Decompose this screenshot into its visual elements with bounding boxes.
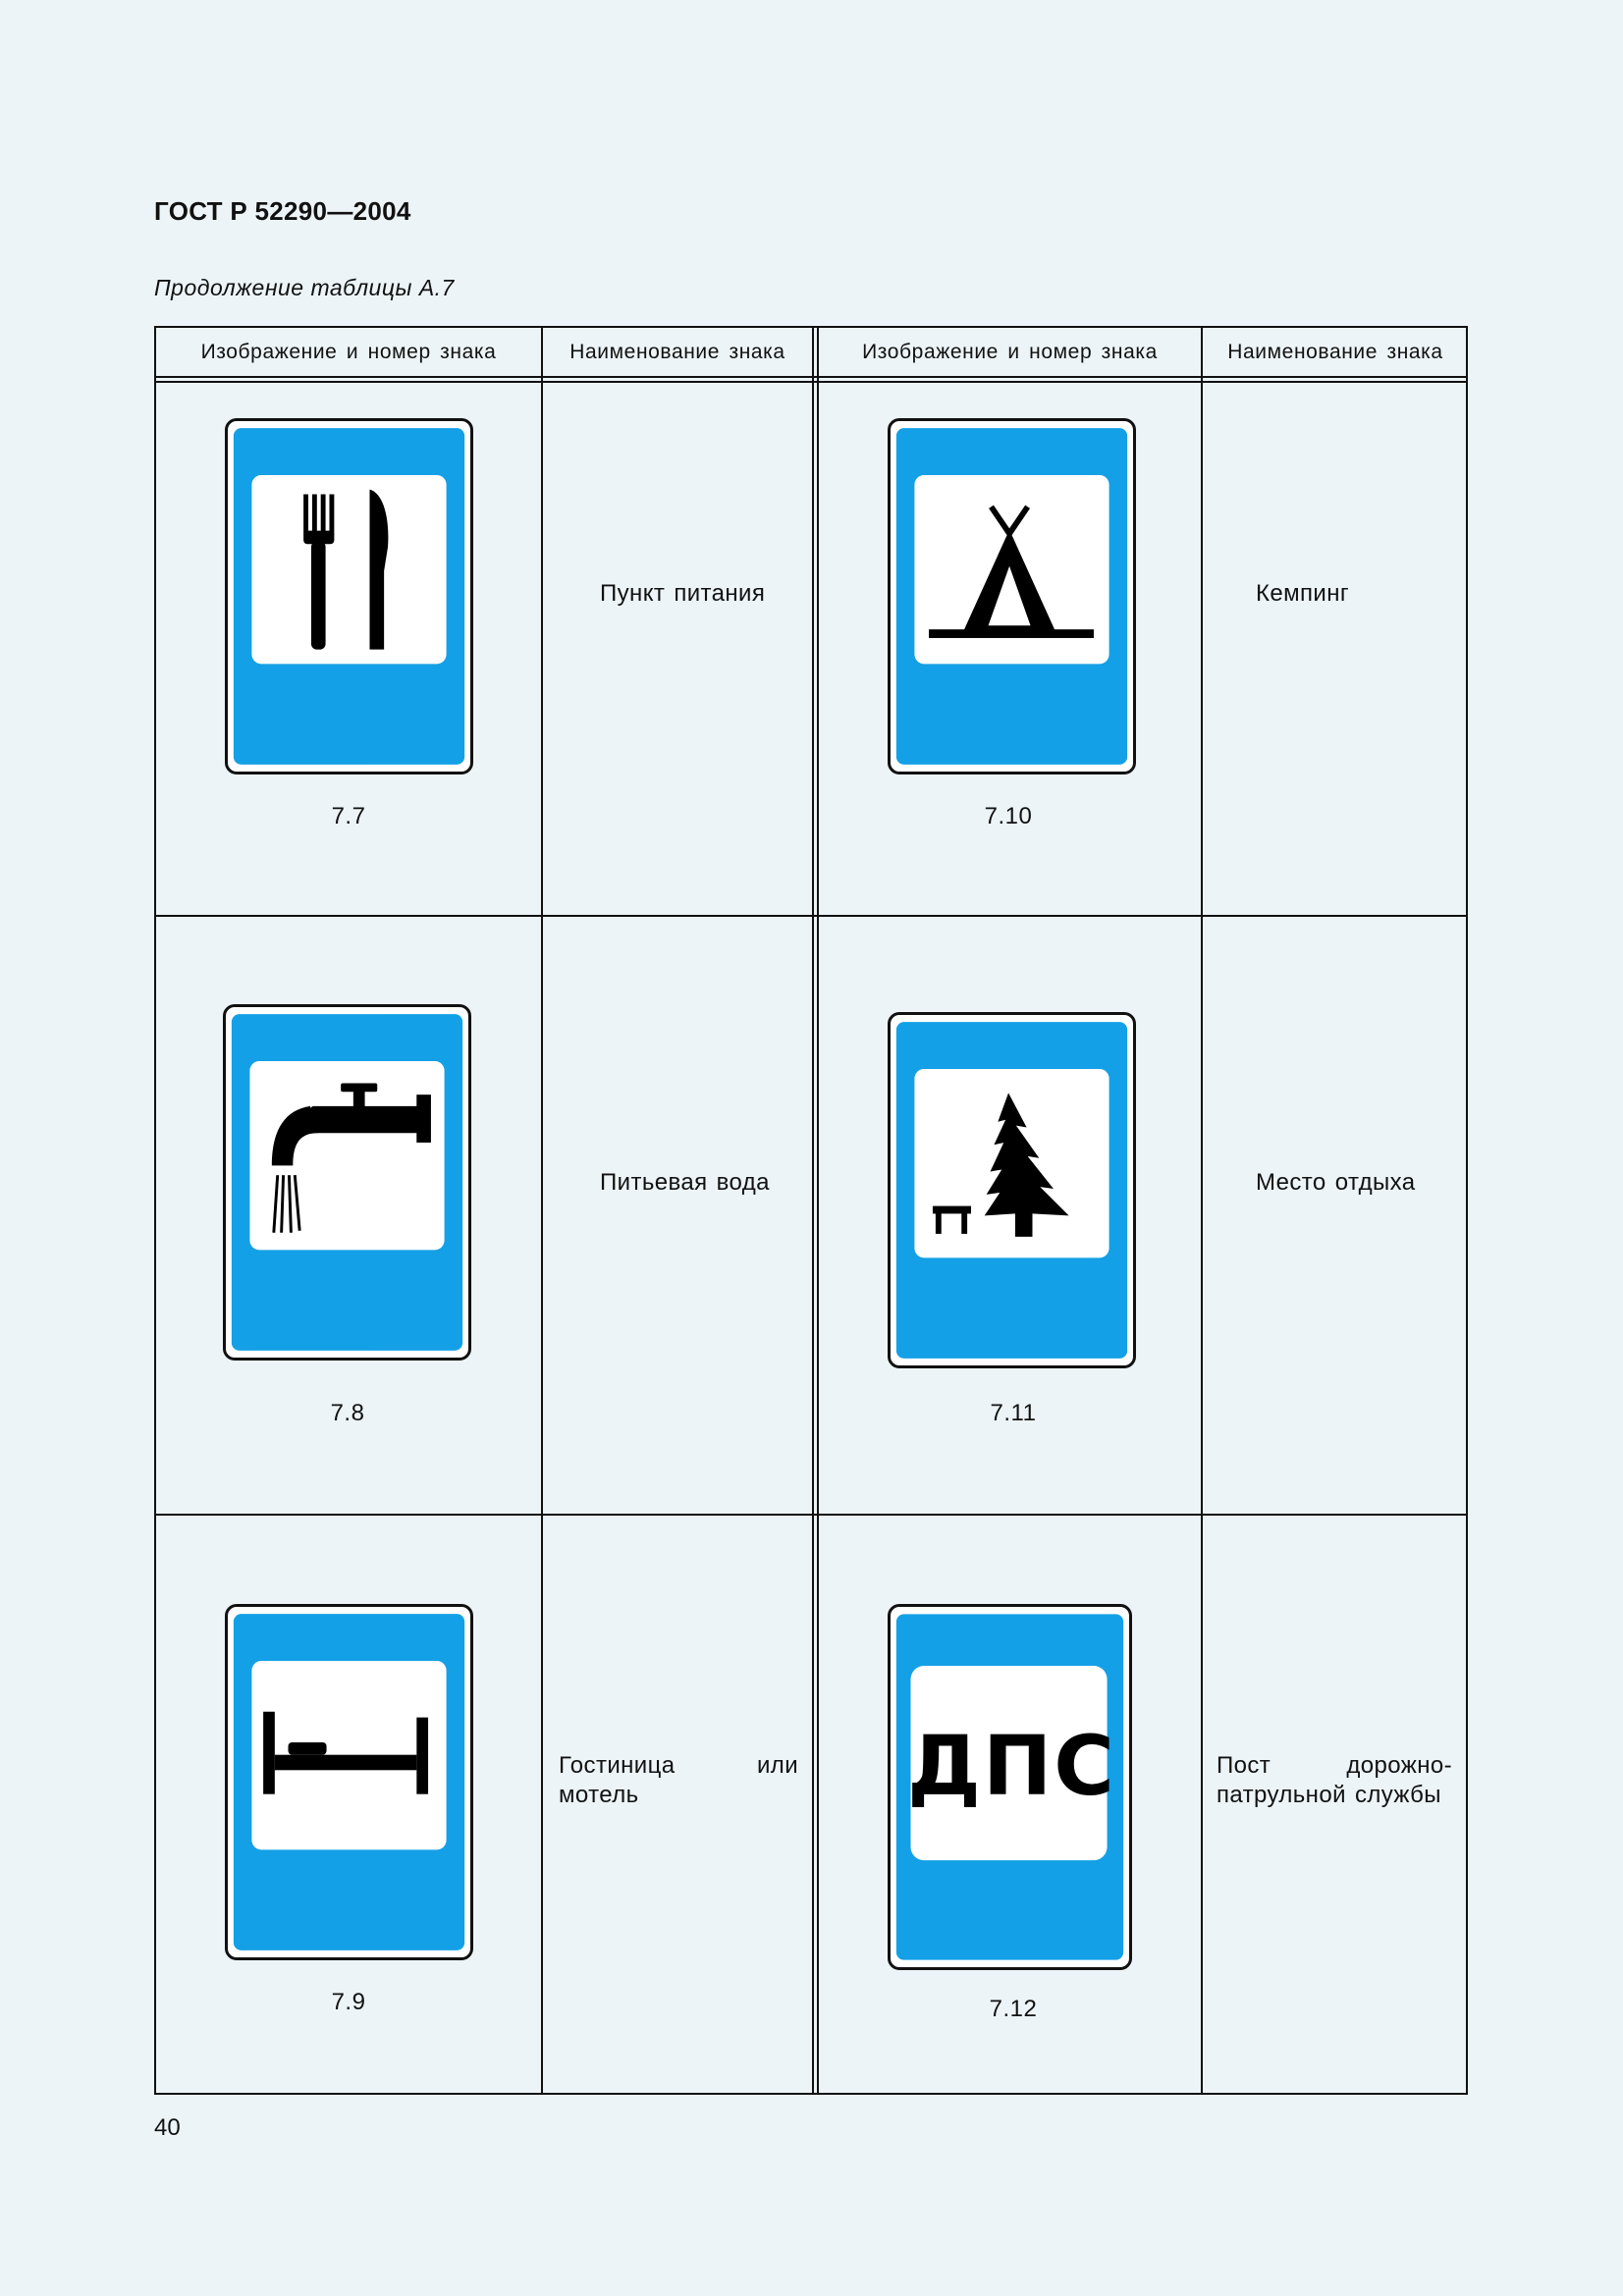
table-caption: Продолжение таблицы А.7 <box>154 275 455 300</box>
header-sign-name: Наименование знака <box>569 341 785 363</box>
column-divider <box>541 328 543 2093</box>
sign-name: Пункт питания <box>600 580 766 607</box>
fork-knife-icon <box>228 421 470 772</box>
sign-7-8-image <box>223 1004 471 1361</box>
sign-name: Гостиница или мотель <box>559 1752 798 1808</box>
header-divider <box>156 381 1466 383</box>
sign-number: 7.7 <box>331 803 366 829</box>
sign-name: Кемпинг <box>1256 580 1350 607</box>
sign-number: 7.11 <box>990 1400 1037 1426</box>
dps-label: ДПС <box>907 1717 1116 1814</box>
sign-7-9-image <box>225 1604 473 1960</box>
standard-code: ГОСТ Р 52290—2004 <box>154 196 411 226</box>
tent-icon <box>891 421 1133 772</box>
sign-number: 7.10 <box>984 803 1033 829</box>
bed-icon <box>228 1607 470 1957</box>
tree-bench-icon <box>891 1015 1133 1365</box>
column-divider <box>812 328 814 2093</box>
sign-name: Питьевая вода <box>600 1169 770 1196</box>
row-divider <box>156 1514 1466 1516</box>
sign-7-10-image <box>888 418 1136 774</box>
sign-name: Место отдыха <box>1256 1169 1416 1196</box>
row-divider <box>156 915 1466 917</box>
water-tap-icon <box>226 1007 468 1358</box>
sign-7-11-image <box>888 1012 1136 1368</box>
page-number: 40 <box>154 2114 181 2141</box>
sign-number: 7.9 <box>331 1989 366 2015</box>
sign-7-12-image <box>888 1604 1132 1970</box>
header-sign-name: Наименование знака <box>1227 341 1443 363</box>
sign-number: 7.8 <box>330 1400 365 1426</box>
header-image-number: Изображение и номер знака <box>862 341 1158 363</box>
column-divider <box>817 328 819 2093</box>
column-divider <box>1201 328 1203 2093</box>
signs-table <box>154 326 1468 2095</box>
sign-7-7-image <box>225 418 473 774</box>
sign-name: Пост дорожно-патрульной службы <box>1217 1752 1452 1808</box>
header-image-number: Изображение и номер знака <box>200 341 497 363</box>
sign-number: 7.12 <box>989 1996 1038 2022</box>
